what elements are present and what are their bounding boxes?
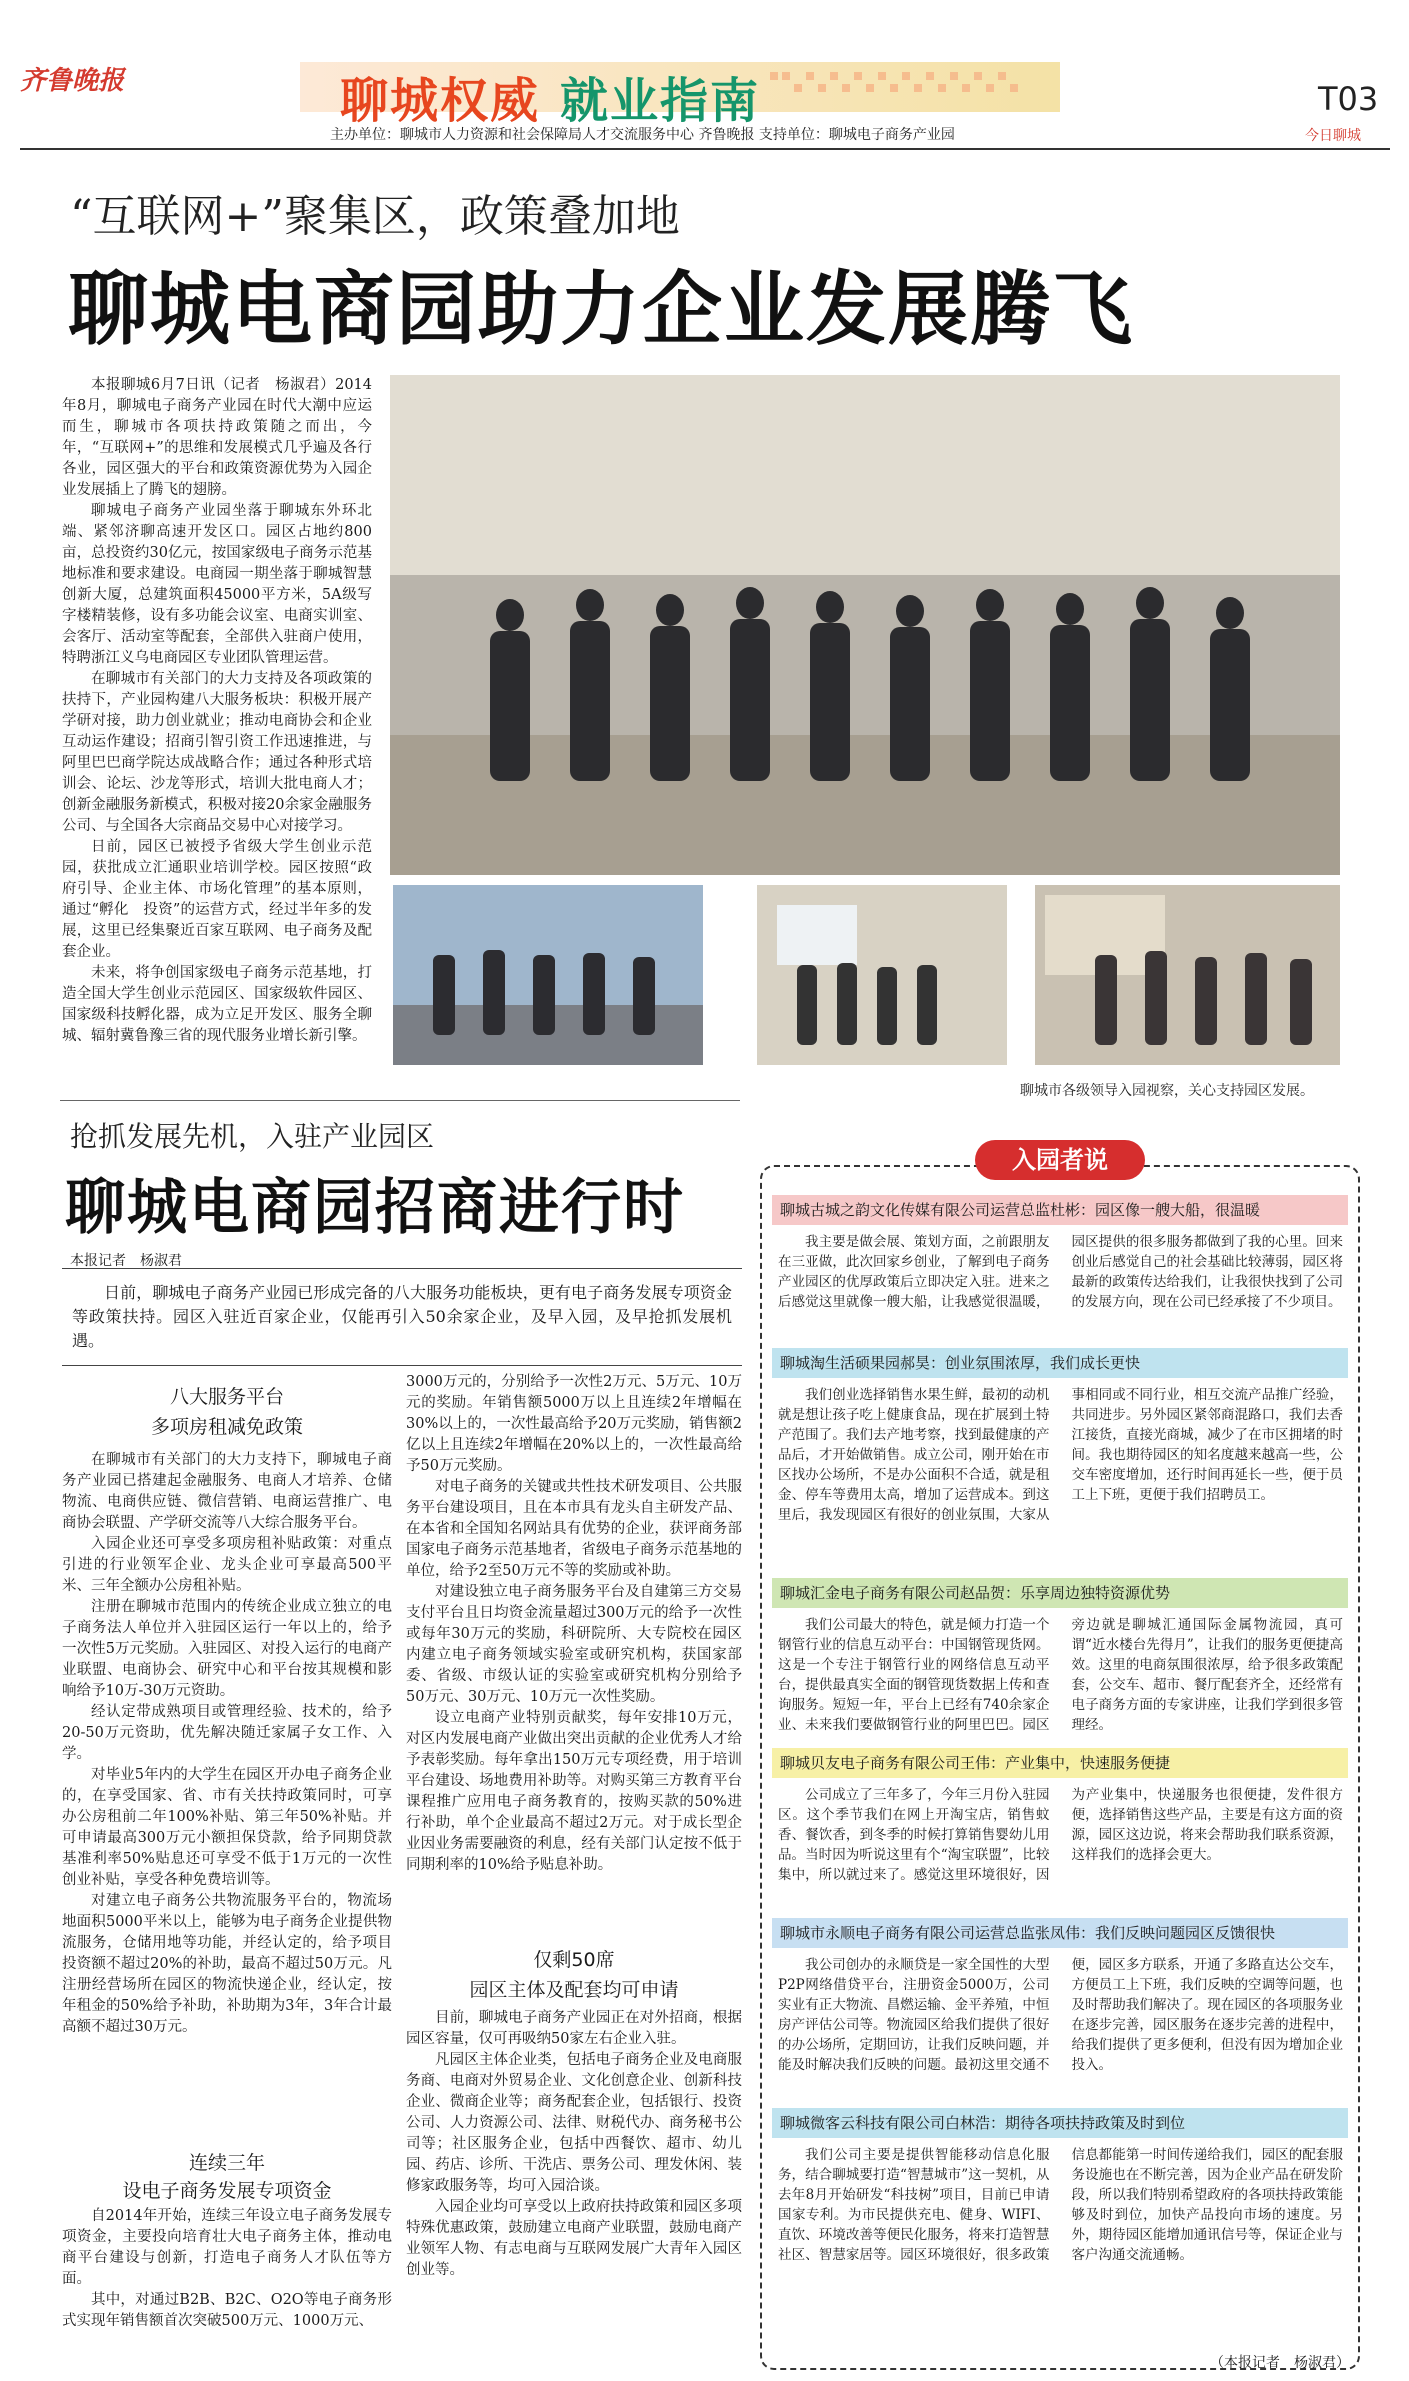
voice-heading: 聊城汇金电子商务有限公司赵品贺：乐享周边独特资源优势 — [772, 1578, 1348, 1608]
paragraph: 目前，聊城电子商务产业园正在对外招商，根据园区容量，仅可再吸纳50家左右企业入驻。 — [406, 2010, 742, 2047]
paragraph: 未来，将争创国家级电子商务示范基地，打造全国大学生创业示范园区、国家级软件园区、国家级科技孵化器，成为立足开发区、服务全聊城、辐射冀鲁豫三省的现代服务业增长新引擎。 — [62, 965, 372, 1044]
article1-body — [62, 375, 372, 1105]
article1-kicker: “互联网+”聚集区，政策叠加地 — [70, 191, 680, 242]
paragraph: 聊城电子商务产业园坐落于聊城东外环北端、紧邻济聊高速开发区口。园区占地约800亩，总投资约30亿元，按国家级电子商务示范基地标准和要求建设。电商园一期坐落于聊城智慧创新大厦，总建筑面积45000平方米，5A级写字楼精装修，设有多功能会议室、电商实训室、会客厅、活动室等配套，全部供入驻商户使用，特聘浙江义乌电商园区专业团队管理运营。 — [62, 503, 372, 666]
top-rule — [20, 148, 1390, 150]
subhead: 设电子商务发展专项资金 — [122, 2180, 332, 2202]
paragraph: 日前，园区已被授予省级大学生创业示范园，获批成立汇通职业培训学校。园区按照“政府引导、企业主体、市场化管理”的基本原则，通过“孵化 投资”的运营方式，经过半年多的发展，这里已经集聚近百家互联网、电子商务及配套企业。 — [62, 839, 372, 960]
page-number: T03 — [1318, 80, 1379, 118]
paragraph: 对毕业5年内的大学生在园区开办电子商务企业的，在享受国家、省、市有关扶持政策同时，可享办公房租前二年100%补贴、第三年50%补贴。并可申请最高300万元小额担保贷款，给予同期贷款基准利率50%贴息还可享受不低于1万元的一次性创业补贴，享受各种免费培训等。 — [62, 1767, 392, 1888]
voice-heading: 聊城市永顺电子商务有限公司运营总监张凤伟：我们反映问题园区反馈很快 — [772, 1918, 1348, 1948]
section-title-green: 就业指南 — [560, 73, 761, 129]
article1-headline: 聊城电商园助力企业发展腾飞 — [68, 263, 1134, 356]
subhead: 园区主体及配套均可申请 — [469, 1979, 679, 2001]
voice-body: 我主要是做会展、策划方面，之前跟朋友在三亚做，此次回家乡创业，了解到电子商务产业园区的优厚政策后立即决定入驻。进来之后感觉这里就像一艘大船，让我感觉很温暖，园区提供的很多服务都做到了我的心里。回来创业后感觉自己的社会基础比较薄弱，园区将最新的政策传达给我们，让我很快找到了公司的发展方向，现在公司已经承接了不少项目。 — [778, 1234, 1343, 1310]
edition-label: 今日聊城 — [1305, 128, 1361, 144]
paragraph: 对建设独立电子商务服务平台及自建第三方交易支付平台且日均资金流量超过300万元的给予一次性或每年30万元的奖励，科研院所、大专院校在园区内建立电子商务领域实验室或研究机构，获国家部委、省级、市级认证的实验室或研究机构分别给予50万元、30万元、10万元一次性奖励。 — [406, 1584, 742, 1705]
subhead: 连续三年 — [188, 2152, 265, 2174]
paragraph: 自2014年开始，连续三年设立电子商务发展专项资金，主要投向培育壮大电子商务主体，推动电商平台建设与创新，打造电子商务人才队伍等方面。 — [62, 2208, 392, 2287]
voice-heading: 聊城淘生活硕果园郝昊：创业氛围浓厚，我们成长更快 — [772, 1348, 1348, 1378]
voice-body: 我公司创办的永顺贷是一家全国性的大型P2P网络借贷平台，注册资金5000万，公司实业有正大物流、昌燃运输、金平养殖，中恒房产评估公司等。物流园区给我们提供了很好的办公场所，定期回访，让我们反映问题，并能及时解决我们反映的问题。最初这里交通不便，园区多方联系，开通了多路直达公交车，方便员工上下班，我们反映的空调等问题，也及时帮助我们解决了。现在园区的各项服务业在逐步完善，园区服务在逐步完善的进程中，给我们提供了更多便利，但没有因为增加企业投入。 — [778, 1957, 1343, 2073]
voice-body: 我们公司最大的特色，就是倾力打造一个钢管行业的信息互动平台：中国钢管现货网。这是一个专注于钢管行业的网络信息互动平台，提供最真实全面的钢管现货数据上传和查询服务。短短一年，平台上已经有740余家企业、未来我们要做钢管行业的阿里巴巴。园区旁边就是聊城汇通国际金属物流园，真可谓“近水楼台先得月”，让我们的服务更便捷高效。这里的电商氛围很浓厚，给予很多政策配套，公交车、超市、餐厅配套齐全，还经常有电子商务方面的专家讲座，让我们学到很多管理经。 — [778, 1617, 1343, 1733]
paragraph: 注册在聊城市范围内的传统企业成立独立的电子商务法人单位并入驻园区运行一年以上的，给予一次性5万元奖励。入驻园区、对投入运行的电商产业联盟、电商协会、研究中心和平台按其规模和影响给予10万-30万元资助。 — [62, 1599, 392, 1699]
paragraph: 入园企业还可享受多项房租补贴政策：对重点引进的行业领军企业、龙头企业可享最高500平米、三年全额办公房租补贴。 — [62, 1536, 392, 1594]
voices-tab: 入园者说 — [975, 1140, 1145, 1180]
voice-heading: 聊城微客云科技有限公司白林浩：期待各项扶持政策及时到位 — [772, 2108, 1348, 2138]
section-title-red: 聊城权威 — [340, 73, 541, 129]
article2-column-a-cont — [62, 2206, 392, 2376]
photo-visit-lobby — [757, 885, 1007, 1065]
main-photo-officials-visit — [390, 375, 1340, 875]
paragraph: 本报聊城6月7日讯（记者 杨淑君）2014年8月，聊城电子商务产业园在时代大潮中应运而生，聊城市各项扶持政策随之而出，今年，“互联网+”的思维和发展模式几乎遍及各行各业，园区强大的平台和政策资源优势为入园企业发展插上了腾飞的翅膀。 — [62, 377, 372, 498]
paragraph: 对建立电子商务公共物流服务平台的，物流场地面积5000平米以上，能够为电子商务企业提供物流服务，仓储用地等功能，并经认定的，给予项目投资额不超过20%的补助，最高不超过50万元。凡注册经营场所在园区的物流快递企业，经认定，按年租金的50%给予补助，补助期为3年，3年合计最高额不超过30万元。 — [62, 1893, 392, 2035]
paragraph: 在聊城市有关部门的大力支持及各项政策的扶持下，产业园构建八大服务板块：积极开展产学研对接，助力创业就业；推动电商协会和企业互动运作建设；招商引智引资工作迅速推进，与阿里巴巴商学院达成战略合作；通过各种形式培训会、论坛、沙龙等形式，培训大批电商人才；创新金融服务新模式，积极对接20余家金融服务公司、与全国各大宗商品交易中心对接学习。 — [62, 671, 372, 834]
photo-caption: 聊城市各级领导入园视察，关心支持园区发展。 — [1020, 1083, 1314, 1099]
photo-visit-exhibit — [1035, 885, 1340, 1065]
section-rule — [60, 1100, 740, 1101]
article2-column-a — [62, 1450, 392, 2140]
article2-headline: 聊城电商园招商进行时 — [65, 1173, 685, 1243]
voice-body: 我们创业选择销售水果生鲜，最初的动机就是想让孩子吃上健康食品，现在扩展到土特产范围了。我们去产地考察，找到最健康的产品后，才开始做销售。成立公司，刚开始在市区找办公场所，不是办公面积不合适，就是租金、停车等费用太高，增加了运营成本。到这里后，我发现园区有很好的创业氛围，大家从事相同或不同行业，相互交流产品推广经验，共同进步。另外园区紧邻商混路口，我们去香江接货，直接光商城，减少了在市区拥堵的时间。我也期待园区的知名度越来越高一些，公交车密度增加，还行时间再延长一些，便于员工上下班，更便于我们招聘员工。 — [778, 1387, 1343, 1523]
article2-kicker: 抢抓发展先机，入驻产业园区 — [70, 1120, 435, 1153]
sponsor-line: 主办单位：聊城市人力资源和社会保障局人才交流服务中心 齐鲁晚报 支持单位：聊城电子商务产业园 — [330, 127, 955, 143]
voice-heading: 聊城古城之韵文化传媒有限公司运营总监杜彬：园区像一艘大船，很温暖 — [772, 1195, 1348, 1225]
article2-column-b — [406, 1372, 742, 1944]
paragraph: 入园企业均可享受以上政府扶持政策和园区多项特殊优惠政策，鼓励建立电商产业联盟，鼓励电商产业领军人物、有志电商与互联网发展广大青年入园区创业等。 — [406, 2199, 742, 2278]
voice-body: 公司成立了三年多了，今年三月份入驻园区。这个季节我们在网上开淘宝店，销售蚊香、餐饮香，到冬季的时候打算销售婴幼儿用品。当时因为听说这里有个“淘宝联盟”，比较集中，所以就过来了。感觉这里环境很好，因为产业集中，快递服务也很便捷，发件很方便，选择销售这些产品，主要是有这方面的资源，园区这边说，将来会帮助我们联系资源，这样我们的选择会更大。 — [778, 1787, 1343, 1883]
paragraph: 经认定带成熟项目或管理经验、技术的，给予20-50万元资助，优先解决随迁家属子女工作、入学。 — [62, 1704, 392, 1762]
article2-intro: 日前，聊城电子商务产业园已形成完备的八大服务功能板块，更有电子商务发展专项资金等政策扶持。园区入驻近百家企业，仅能再引入50余家企业，及早入园，及早抢抓发展机遇。 — [62, 1268, 742, 1366]
paragraph: 在聊城市有关部门的大力支持下，聊城电子商务产业园已搭建起金融服务、电商人才培养、仓储物流、电商供应链、微信营销、电商运营推广、电商协会联盟、产学研交流等八大综合服务平台。 — [62, 1452, 392, 1531]
article2-byline: 本报记者 杨淑君 — [70, 1253, 182, 1269]
paragraph: 其中，对通过B2B、B2C、O2O等电子商务形式实现年销售额首次突破500万元、1000万元、 — [62, 2292, 392, 2329]
article2-column-b-cont — [406, 2008, 742, 2376]
paragraph: 对电子商务的关键或共性技术研发项目、公共服务平台建设项目，且在本市具有龙头自主研发产品、在本省和全国知名网站具有优势的企业，获评商务部国家电子商务示范基地者，省级电子商务示范基地的单位，给予2至50万元不等的奖励或补助。 — [406, 1479, 742, 1579]
voices-byline: （本报记者 杨淑君） — [1210, 2355, 1350, 2371]
voice-body: 我们公司主要是提供智能移动信息化服务，结合聊城要打造“智慧城市”这一契机，从去年8月开始研发“科技树”项目，目前已申请国家专利。为市民提供充电、健身、WIFI、直饮、环境改善等便民化服务，将来打造智慧社区、智慧家居等。园区环境很好，很多政策信息都能第一时间传递给我们，园区的配套服务设施也在不断完善，因为企业产品在研发阶段，所以我们特别希望政府的各项扶持政策能够及时到位，加快产品投向市场的速度。另外，期待园区能增加通讯信号等，保证企业与客户沟通交流通畅。 — [778, 2147, 1343, 2263]
photo-visit-hall — [393, 885, 703, 1065]
subhead: 八大服务平台 — [169, 1386, 284, 1408]
paragraph: 3000万元的，分别给予一次性2万元、5万元、10万元的奖励。年销售额5000万以上且连续2年增幅在30%以上的，一次性最高给予20万元奖励，销售额2亿以上且连续2年增幅在20%以上的，一次性最高给予50万元奖励。 — [406, 1374, 742, 1474]
masthead — [0, 0, 1409, 150]
paragraph: 设立电商产业特别贡献奖，每年安排10万元，对区内发展电商产业做出突出贡献的企业优秀人才给予表彰奖励。每年拿出150万元专项经费，用于培训平台建设、场地费用补助等。对购买第三方教育平台课程推广应用电子商务教育的，按购买款的50%进行补助，单个企业最高不超过2万元。对于成长型企业因业务需要融资的利息，经有关部门认定按不低于同期利率的10%给予贴息补助。 — [406, 1710, 742, 1873]
subhead: 仅剩50席 — [533, 1949, 615, 1971]
subhead: 多项房租减免政策 — [150, 1416, 303, 1438]
newspaper-logo: 齐鲁晚报 — [20, 66, 125, 96]
voice-heading: 聊城贝友电子商务有限公司王伟：产业集中，快速服务便捷 — [772, 1748, 1348, 1778]
paragraph: 凡园区主体企业类，包括电子商务企业及电商服务商、电商对外贸易企业、文化创意企业、创新科技企业、微商企业等；商务配套企业，包括银行、投资公司、人力资源公司、法律、财税代办、商务秘书公司等；社区服务企业，包括中西餐饮、超市、幼儿园、药店、诊所、干洗店、票务公司、理发休闲、装修家政服务等，均可入园洽谈。 — [406, 2052, 742, 2194]
